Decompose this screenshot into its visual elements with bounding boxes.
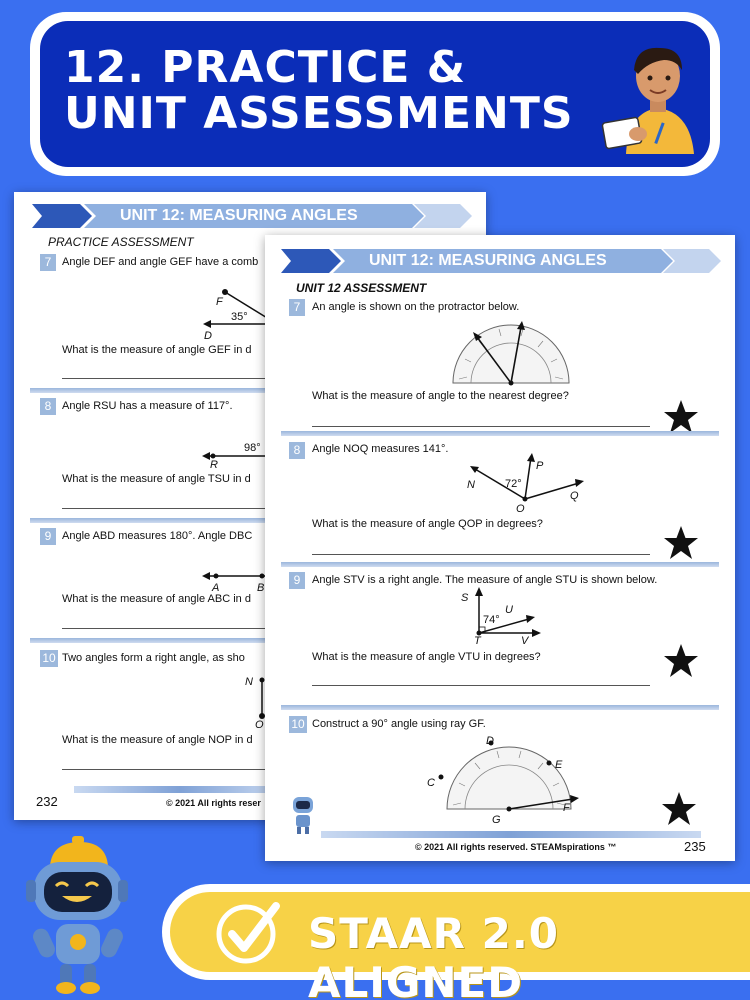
left-q9-answer-line[interactable] xyxy=(62,628,272,629)
right-q8-question: What is the measure of angle QOP in degrees? xyxy=(312,518,543,530)
right-q9-label-u: U xyxy=(505,604,513,616)
staar-badge xyxy=(162,884,750,1000)
checkmark-circle-icon xyxy=(214,898,282,966)
left-q7-label-d: D xyxy=(204,330,212,342)
right-q8-label-q: Q xyxy=(570,490,579,502)
left-q10-question: What is the measure of angle NOP in d xyxy=(62,734,253,746)
mini-robot-icon xyxy=(289,795,317,835)
left-header-title: UNIT 12: MEASURING ANGLES xyxy=(120,207,358,224)
right-q8-text: Angle NOQ measures 141°. xyxy=(312,443,449,455)
left-q10-number: 10 xyxy=(40,650,58,667)
right-q8-super-star-icon xyxy=(663,525,699,561)
left-q9-text: Angle ABD measures 180°. Angle DBC xyxy=(62,530,253,542)
right-subtitle: UNIT 12 ASSESSMENT xyxy=(296,281,427,295)
right-q7-super-star-icon xyxy=(663,399,699,435)
right-separator-1 xyxy=(281,431,719,436)
right-q9-text: Angle STV is a right angle. The measure of angle STU is shown below. xyxy=(312,574,658,586)
right-q10-number: 10 xyxy=(289,716,307,733)
right-q8-label-n: N xyxy=(467,479,475,491)
right-q10-text: Construct a 90° angle using ray GF. xyxy=(312,718,486,730)
robot-mascot xyxy=(22,836,132,996)
left-q8-text: Angle RSU has a measure of 117°. xyxy=(62,400,233,412)
right-q8-angle-figure xyxy=(465,453,585,505)
right-q9-label-s: S xyxy=(461,592,469,604)
right-q9-question: What is the measure of angle VTU in degrees? xyxy=(312,651,541,663)
left-q8-question: What is the measure of angle TSU in d xyxy=(62,473,251,485)
student-illustration xyxy=(598,34,718,154)
right-copyright: © 2021 All rights reserved. STEAMspirations ™ xyxy=(415,842,617,852)
left-q10-answer-line[interactable] xyxy=(62,769,272,770)
left-separator-1 xyxy=(30,388,286,393)
right-q9-label-v: V xyxy=(521,635,529,647)
left-q7-label-35: 35° xyxy=(231,311,248,323)
left-q9-number: 9 xyxy=(40,528,56,545)
right-q10-super-star-icon xyxy=(661,791,697,827)
right-q8-number: 8 xyxy=(289,442,305,459)
left-q8-answer-line[interactable] xyxy=(62,508,272,509)
right-q9-answer-line[interactable] xyxy=(312,685,650,686)
left-q8-label-r: R xyxy=(210,459,218,471)
left-q7-question: What is the measure of angle GEF in d xyxy=(62,344,252,356)
left-q8-label-98: 98° xyxy=(244,442,261,454)
right-q7-text: An angle is shown on the protractor below. xyxy=(312,301,520,313)
right-q7-number: 7 xyxy=(289,299,305,316)
right-q8-label-p: P xyxy=(536,460,544,472)
left-q7-text: Angle DEF and angle GEF have a comb xyxy=(62,256,259,268)
left-q9-question: What is the measure of angle ABC in d xyxy=(62,593,251,605)
staar-badge-text: STAAR 2.0 ALIGNED xyxy=(308,909,560,1000)
left-separator-3 xyxy=(30,638,286,643)
right-footer-bar xyxy=(321,831,701,838)
staar-badge-inner xyxy=(170,892,750,1000)
left-copyright: © 2021 All rights reser xyxy=(166,798,261,808)
left-q9-label-b: B xyxy=(257,582,265,594)
left-q8-number: 8 xyxy=(40,398,56,415)
right-q10-label-f: F xyxy=(563,802,570,814)
left-q7-number: 7 xyxy=(40,254,56,271)
right-q7-question: What is the measure of angle to the nearest degree? xyxy=(312,390,569,402)
banner-title: 12. PRACTICE & UNIT ASSESSMENTS xyxy=(64,42,574,139)
right-page-number: 235 xyxy=(684,839,706,854)
right-q9-super-star-icon xyxy=(663,643,699,679)
left-q10-label-o: O xyxy=(255,719,264,731)
left-q7-answer-line[interactable] xyxy=(62,378,272,379)
right-q9-label-t: T xyxy=(474,635,481,647)
right-q8-answer-line[interactable] xyxy=(312,554,650,555)
left-subtitle: PRACTICE ASSESSMENT xyxy=(48,235,194,249)
right-q9-number: 9 xyxy=(289,572,305,589)
right-q8-label-72: 72° xyxy=(505,478,522,490)
left-q9-label-a: A xyxy=(212,582,220,594)
right-q7-protractor xyxy=(449,319,573,389)
left-q10-text: Two angles form a right angle, as sho xyxy=(62,652,245,664)
title-banner xyxy=(30,12,720,176)
right-q10-label-c: C xyxy=(427,777,435,789)
right-q10-label-g: G xyxy=(492,814,501,826)
right-header-title: UNIT 12: MEASURING ANGLES xyxy=(369,252,607,269)
right-separator-3 xyxy=(281,705,719,710)
right-q10-label-e: E xyxy=(555,759,563,771)
right-q9-label-74: 74° xyxy=(483,614,500,626)
left-separator-2 xyxy=(30,518,286,523)
right-q8-label-o: O xyxy=(516,503,525,515)
right-q7-answer-line[interactable] xyxy=(312,426,650,427)
left-q7-label-f: F xyxy=(216,296,223,308)
left-q10-label-n: N xyxy=(245,676,253,688)
left-footer-bar xyxy=(74,786,284,793)
left-page-number: 232 xyxy=(36,794,58,809)
right-q10-label-d: D xyxy=(486,735,494,747)
right-separator-2 xyxy=(281,562,719,567)
unit-assessment-page xyxy=(265,235,735,861)
